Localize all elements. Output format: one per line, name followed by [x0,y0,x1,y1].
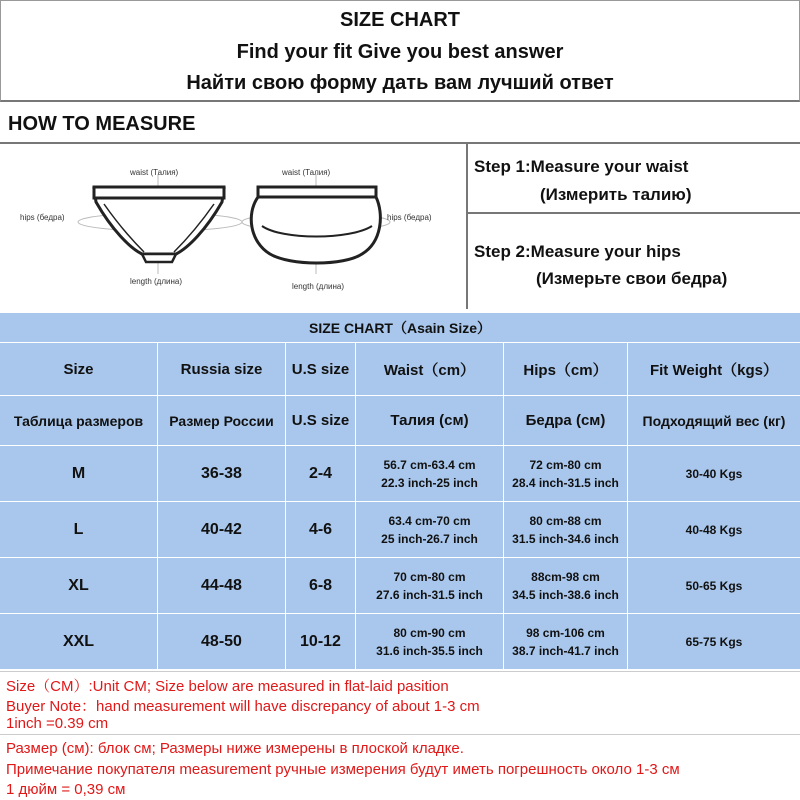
row-m-waist-cm: 56.7 cm-63.4 cm [383,457,476,472]
waist-label-back: waist (Талия) [282,168,331,177]
row-xl-size: XL [0,558,158,614]
size-table [0,313,800,669]
row-xl-hips [504,558,628,614]
note-ru-inch: 1 дюйм = 0,39 см [6,781,126,798]
panties-illustration [0,144,466,309]
row-xxl-waist-inch: 31.6 inch-35.5 inch [376,643,483,658]
note-ru-buyer: Примечание покупателя measurement ручные измерения будут иметь погрешность около 1-3 см [6,761,680,778]
header-ru-hips: Бедра (см) [504,396,628,446]
hips-label-back: hips (бедра) [387,213,432,222]
header-fit-weight: Fit Weight（kgs） [628,343,800,396]
row-xl-russia: 44-48 [158,558,286,614]
row-xl-waist-cm: 70 cm-80 cm [393,569,466,584]
notes-english [0,671,800,735]
waist-label-front: waist (Талия) [130,168,179,177]
how-to-measure-header [0,102,800,144]
header-ru-us-size: U.S size [286,396,356,446]
row-m-us: 2-4 [286,446,356,502]
row-xl-waist-inch: 27.6 inch-31.5 inch [376,587,483,602]
row-m-size: M [0,446,158,502]
row-m-weight: 30-40 Kgs [628,446,800,502]
row-l-weight: 40-48 Kgs [628,502,800,558]
row-xxl-waist [356,614,504,669]
row-l-waist-inch: 25 inch-26.7 inch [381,531,478,546]
how-to-measure-title: HOW TO MEASURE [8,113,196,135]
header-ru-size: Таблица размеров [0,396,158,446]
row-l-hips-cm: 80 cm-88 cm [529,513,602,528]
row-l-us: 4-6 [286,502,356,558]
length-label-front: length (длина) [130,277,183,286]
header-ru-russia-size: Размер России [158,396,286,446]
note-ru-unit: Размер (см): блок см; Размеры ниже измерены в плоской кладке. [6,740,464,757]
row-l-waist-cm: 63.4 cm-70 cm [388,513,471,528]
row-m-waist [356,446,504,502]
row-xl-hips-inch: 34.5 inch-38.6 inch [512,587,619,602]
measure-illustration [0,144,468,309]
header-us-size: U.S size [286,343,356,396]
header-ru-fit-weight: Подходящий вес (кг) [628,396,800,446]
hips-label-front: hips (бедра) [20,213,65,222]
page-title: SIZE CHART [340,9,460,31]
note-en-unit: Size（CM）:Unit CM; Size below are measured in flat-laid pasition [6,678,449,695]
row-xl-hips-cm: 88cm-98 cm [531,569,600,584]
header-size: Size [0,343,158,396]
step-2 [468,214,800,309]
row-xxl-hips-inch: 38.7 inch-41.7 inch [512,643,619,658]
row-xl-us: 6-8 [286,558,356,614]
row-xxl-size: XXL [0,614,158,669]
step-1 [468,144,800,214]
row-l-hips [504,502,628,558]
step-2-subtitle: (Измерьте свои бедра) [536,269,728,288]
back-brief-icon [242,174,390,274]
row-xxl-russia: 48-50 [158,614,286,669]
row-l-size: L [0,502,158,558]
step-1-title: Step 1:Measure your waist [474,157,689,176]
header-ru-waist: Талия (см) [356,396,504,446]
table-title [0,313,800,343]
row-xl-waist [356,558,504,614]
row-xxl-weight: 65-75 Kgs [685,634,743,649]
row-m-hips [504,446,628,502]
row-xl-weight: 50-65 Kgs [628,558,800,614]
notes-russian [0,738,800,800]
header-hips: Hips（cm） [504,343,628,396]
row-l-russia: 40-42 [158,502,286,558]
row-xxl-us: 10-12 [286,614,356,669]
subtitle-en: Find your fit Give you best answer [236,41,564,63]
front-brief-icon [78,174,242,274]
row-l-waist [356,502,504,558]
row-xxl-hips-cm: 98 cm-106 cm [526,625,605,640]
row-xxl-waist-cm: 80 cm-90 cm [393,625,466,640]
row-m-hips-inch: 28.4 inch-31.5 inch [512,475,619,490]
header-russia-size: Russia size [158,343,286,396]
step-2-title: Step 2:Measure your hips [474,242,681,261]
note-en-inch: 1inch =0.39 cm [6,715,109,732]
note-en-buyer: Buyer Note：hand measurement will have discrepancy of about 1-3 cm [6,698,480,715]
table-title-text: SIZE CHART（Asain Size） [308,319,492,336]
subtitle-ru: Найти свою форму дать вам лучший ответ [186,72,614,94]
row-m-hips-cm: 72 cm-80 cm [529,457,602,472]
length-label-back: length (длина) [292,282,345,291]
header [0,0,800,102]
row-xxl-hips [504,614,628,669]
row-m-russia: 36-38 [158,446,286,502]
header-waist: Waist（cm） [356,343,504,396]
row-m-waist-inch: 22.3 inch-25 inch [381,475,478,490]
row-l-hips-inch: 31.5 inch-34.6 inch [512,531,619,546]
step-1-subtitle: (Измерить талию) [540,185,692,204]
